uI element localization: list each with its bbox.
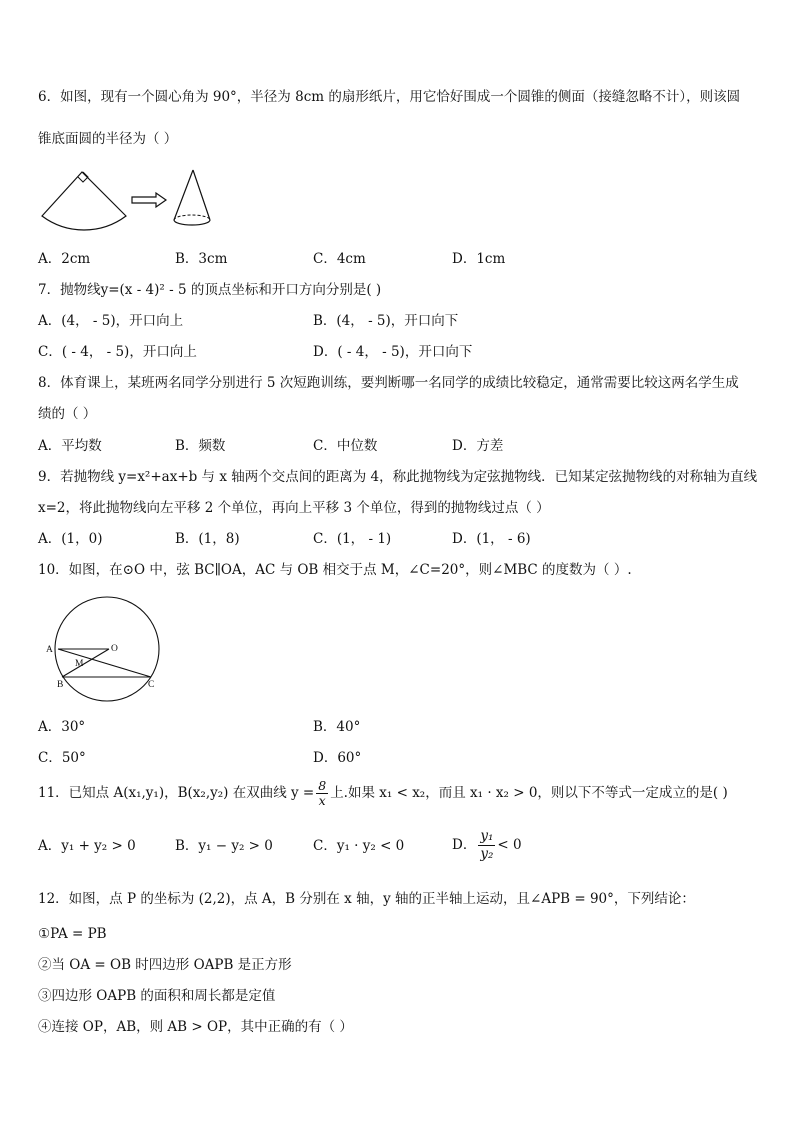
label-A: A	[46, 645, 53, 655]
q12-item-4: ④连接 OP，AB，则 AB > OP，其中正确的有（ ）	[38, 1019, 353, 1035]
q9-stem-line1: 9．若抛物线 y=x²+ax+b 与 x 轴两个交点间的距离为 4，称此抛物线为定弦抛物线．已知某定弦抛物线的对称轴为直线	[38, 469, 758, 485]
label-M: M	[75, 659, 84, 669]
q7-option-c[interactable]: C．( - 4， - 5)，开口向上	[38, 344, 197, 360]
q9-stem-line2: x=2，将此抛物线向左平移 2 个单位，再向上平移 3 个单位，得到的抛物线过点（ ）	[38, 500, 550, 516]
circle-chord-figure	[38, 594, 168, 704]
q9-option-c[interactable]: C．(1， - 1)	[313, 531, 392, 547]
q6-option-c[interactable]: C．4cm	[313, 251, 366, 267]
q7-option-a[interactable]: A．(4， - 5)，开口向上	[38, 313, 184, 329]
q11-option-d-numerator: y₁	[480, 828, 494, 844]
q11-option-b[interactable]: B．y₁ − y₂ > 0	[175, 838, 273, 854]
q8-option-b[interactable]: B．频数	[175, 438, 226, 454]
q8-stem-line1: 8．体育课上，某班两名同学分别进行 5 次短跑训练，要判断哪一名同学的成绩比较稳定，通常需要比较这两名学生成	[38, 375, 739, 391]
q7-option-b[interactable]: B．(4， - 5)，开口向下	[313, 313, 459, 329]
q9-option-d[interactable]: D．(1， - 6)	[452, 531, 531, 547]
label-O: O	[111, 644, 118, 654]
q9-option-b[interactable]: B．(1，8)	[175, 531, 240, 547]
q11-fraction	[316, 779, 328, 808]
q11-stem-end: 上.如果 x₁ < x₂，而且 x₁ · x₂ > 0，则以下不等式一定成立的是( )	[330, 785, 728, 801]
q11-fraction-denominator: x	[318, 793, 326, 808]
q7-option-d[interactable]: D．( - 4， - 5)，开口向下	[313, 344, 473, 360]
q10-option-d[interactable]: D．60°	[313, 750, 362, 766]
q12-item-3: ③四边形 OAPB 的面积和周长都是定值	[38, 988, 276, 1004]
q10-option-c[interactable]: C．50°	[38, 750, 86, 766]
q11-stem	[38, 778, 728, 808]
q6-option-b[interactable]: B．3cm	[175, 251, 228, 267]
q8-option-c[interactable]: C．中位数	[313, 438, 378, 454]
q12-stem: 12．如图，点 P 的坐标为 (2,2)，点 A，B 分别在 x 轴，y 轴的正半轴上运动，且∠APB = 90°，下列结论：	[38, 891, 695, 907]
q11-option-d-fraction	[478, 828, 495, 863]
q11-stem-start: 11．已知点 A(x₁,y₁)，B(x₂,y₂) 在双曲线 y =	[38, 785, 315, 801]
q10-stem: 10．如图，在⊙O 中，弦 BC∥OA，AC 与 OB 相交于点 M，∠C=20°，则∠MBC 的度数为（ ）.	[38, 562, 632, 578]
q6-option-a[interactable]: A．2cm	[38, 251, 91, 267]
q11-option-a[interactable]: A．y₁ + y₂ > 0	[38, 838, 136, 854]
q8-option-a[interactable]: A．平均数	[38, 438, 102, 454]
q11-option-d-tail: < 0	[497, 837, 522, 853]
q11-fraction-numerator: 8	[318, 778, 327, 793]
q9-option-a[interactable]: A．(1，0)	[38, 531, 103, 547]
q8-stem-line2: 绩的（ ）	[38, 406, 97, 422]
q11-option-c[interactable]: C．y₁ · y₂ < 0	[313, 838, 405, 854]
sector-to-cone-figure	[38, 168, 218, 240]
q11-option-d-label: D．	[452, 837, 477, 853]
q6-option-d[interactable]: D．1cm	[452, 251, 506, 267]
q12-item-1: ①PA = PB	[38, 926, 107, 942]
q10-option-a[interactable]: A．30°	[38, 719, 86, 735]
label-B: B	[57, 680, 64, 690]
q6-stem-line1: 6．如图，现有一个圆心角为 90°，半径为 8cm 的扇形纸片，用它恰好围成一个圆锥的侧面（接缝忽略不计），则该圆	[38, 89, 741, 105]
q8-option-d[interactable]: D．方差	[452, 438, 504, 454]
q10-option-b[interactable]: B．40°	[313, 719, 361, 735]
label-C: C	[148, 680, 155, 690]
q11-option-d[interactable]	[452, 826, 522, 864]
q11-option-d-denominator: y₂	[480, 846, 494, 862]
q12-item-2: ②当 OA = OB 时四边形 OAPB 是正方形	[38, 957, 292, 973]
q7-stem: 7．抛物线y=(x - 4)² - 5 的顶点坐标和开口方向分别是( )	[38, 282, 382, 298]
q6-stem-line2: 锥底面圆的半径为（ ）	[38, 131, 178, 147]
